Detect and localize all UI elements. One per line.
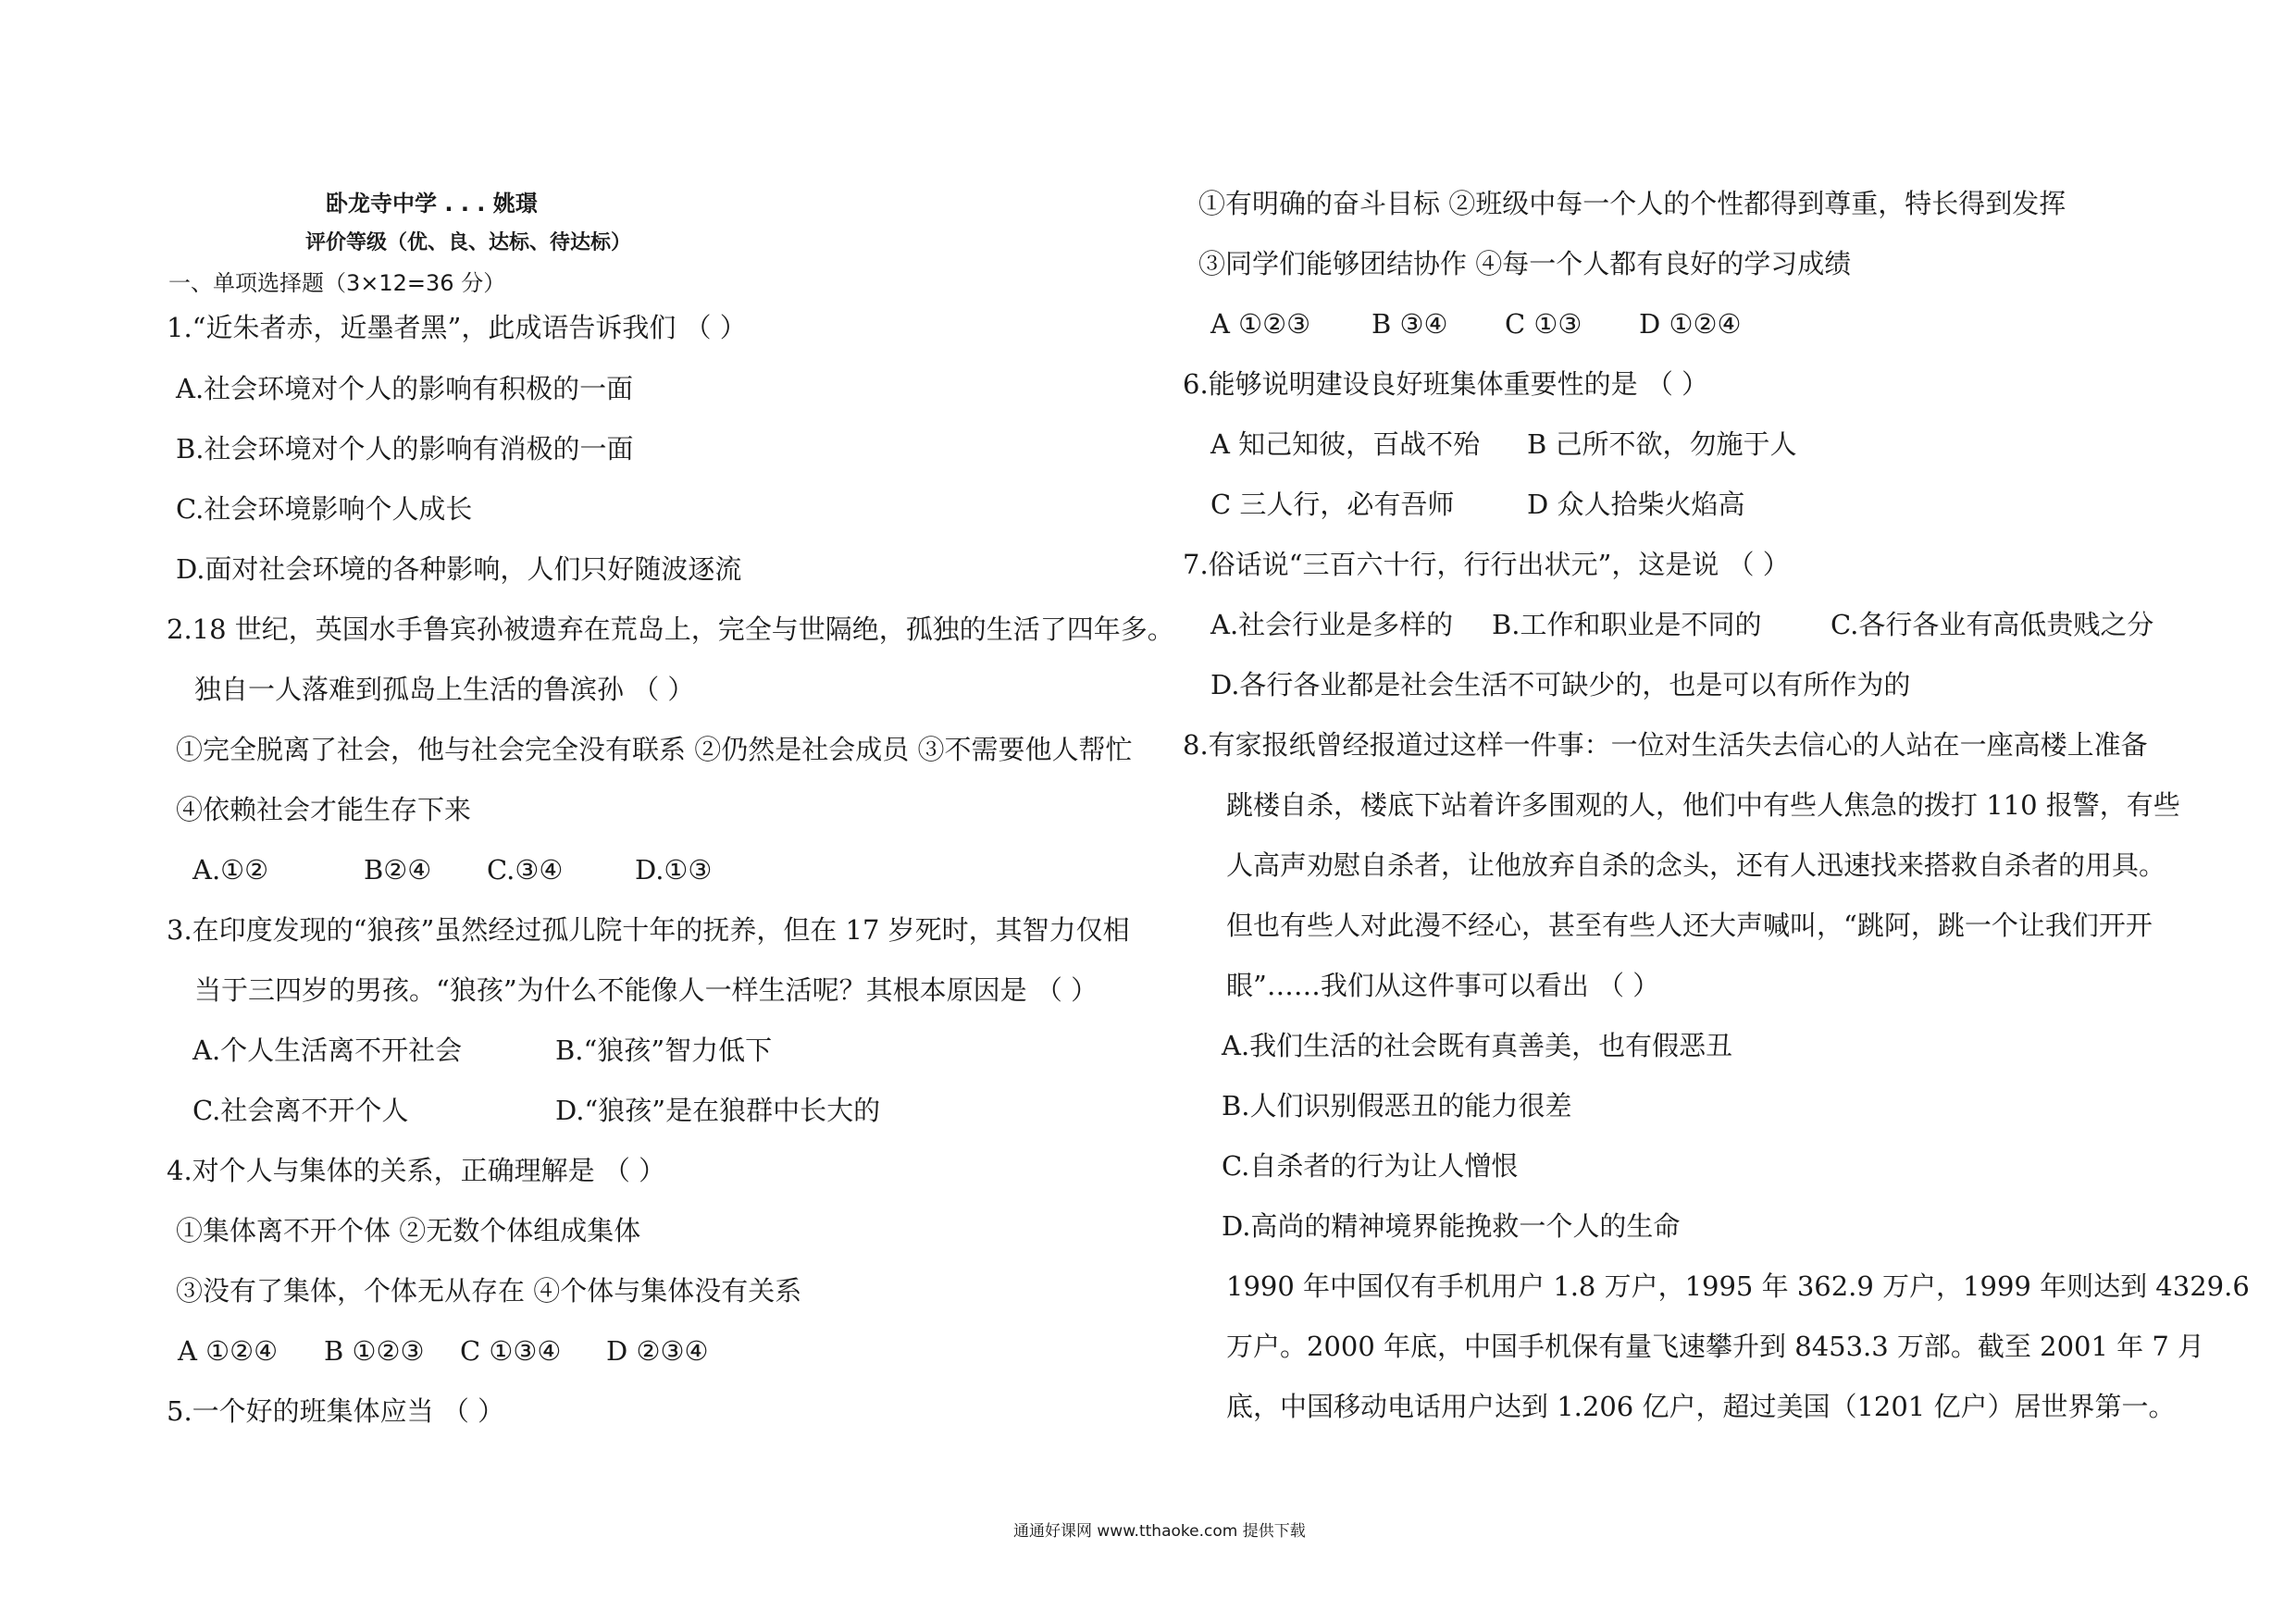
q8-stem-4: 但也有些人对此漫不经心，甚至有些人还大声喊叫，“跳阿，跳一个让我们开开 — [1226, 910, 2153, 941]
q5-statements-2: ③同学们能够团结协作 ④每一个人都有良好的学习成绩 — [1198, 248, 1852, 279]
q1-stem: 1.“近朱者赤，近墨者黑”，此成语告诉我们 （ ） — [167, 312, 747, 343]
q1-option-c: C.社会环境影响个人成长 — [176, 493, 473, 525]
q8-option-b: B.人们识别假恶丑的能力很差 — [1222, 1090, 1572, 1121]
q7-option-c: C.各行各业有高低贵贱之分 — [1831, 609, 2154, 640]
q8-option-a: A.我们生活的社会既有真善美，也有假恶丑 — [1222, 1030, 1733, 1061]
q4-stem: 4.对个人与集体的关系，正确理解是 （ ） — [167, 1155, 666, 1186]
q8-stem-1: 8.有家报纸曾经报道过这样一件事：一位对生活失去信心的人站在一座高楼上准备 — [1183, 729, 2148, 761]
q3-stem-2: 当于三四岁的男孩。“狼孩”为什么不能像人一样生活呢？其根本原因是 （ ） — [194, 974, 1098, 1006]
q3-option-c: C.社会离不开个人 — [192, 1095, 409, 1126]
q1-option-d: D.面对社会环境的各种影响，人们只好随波逐流 — [176, 553, 742, 585]
q5-statements-1: ①有明确的奋斗目标 ②班级中每一个人的个性都得到尊重，特长得到发挥 — [1198, 188, 2066, 219]
q1-option-b: B.社会环境对个人的影响有消极的一面 — [176, 433, 634, 465]
q1-option-a: A.社会环境对个人的影响有积极的一面 — [176, 373, 634, 404]
mobile-paragraph-3: 底，中国移动电话用户达到 1.206 亿户，超过美国（1201 亿户）居世界第一。 — [1226, 1391, 2176, 1422]
q4-statements-2: ③没有了集体，个体无从存在 ④个体与集体没有关系 — [176, 1275, 802, 1307]
q2-option-b: B②④ — [364, 854, 432, 886]
q7-option-b: B.工作和职业是不同的 — [1492, 609, 1762, 640]
q6-stem: 6.能够说明建设良好班集体重要性的是 （ ） — [1183, 368, 1709, 400]
q5-stem: 5.一个好的班集体应当 （ ） — [167, 1395, 505, 1427]
q6-option-b: B 己所不欲，勿施于人 — [1527, 428, 1797, 460]
q4-option-d: D ②③④ — [606, 1335, 709, 1367]
mobile-paragraph-1: 1990 年中国仅有手机用户 1.8 万户，1995 年 362.9 万户，1999 年则达到 4329.6 — [1226, 1270, 2250, 1302]
q3-stem-1: 3.在印度发现的“狼孩”虽然经过孤儿院十年的抚养，但在 17 岁死时，其智力仅相 — [167, 914, 1130, 946]
footer-source: 通通好课网 www.tthaoke.com 提供下载 — [1013, 1522, 1306, 1541]
q8-option-c: C.自杀者的行为让人憎恨 — [1222, 1150, 1519, 1182]
q8-option-d: D.高尚的精神境界能挽救一个人的生命 — [1222, 1210, 1681, 1242]
q7-option-d: D.各行各业都是社会生活不可缺少的，也是可以有所作为的 — [1210, 669, 1911, 700]
q5-option-a: A ①②③ — [1210, 308, 1311, 340]
q5-option-d: D ①②④ — [1639, 308, 1742, 340]
school-teacher-line: 卧龙寺中学 . . . 姚璟 — [326, 191, 538, 217]
mobile-paragraph-2: 万户。2000 年底，中国手机保有量飞速攀升到 8453.3 万部。截至 2001 年 7 月 — [1226, 1331, 2205, 1362]
grade-scale-line: 评价等级（优、良、达标、待达标） — [305, 231, 632, 254]
q2-statements-1: ①完全脱离了社会，他与社会完全没有联系 ②仍然是社会成员 ③不需要他人帮忙 — [176, 734, 1133, 765]
q3-option-d: D.“狼孩”是在狼群中长大的 — [555, 1095, 881, 1126]
q8-stem-5: 眼”……我们从这件事可以看出 （ ） — [1226, 970, 1660, 1001]
q8-stem-2: 跳楼自杀，楼底下站着许多围观的人，他们中有些人焦急的拨打 110 报警，有些 — [1226, 789, 2180, 821]
q4-option-b: B ①②③ — [324, 1335, 425, 1367]
q2-statements-2: ④依赖社会才能生存下来 — [176, 794, 472, 825]
q8-stem-3: 人高声劝慰自杀者，让他放弃自杀的念头，还有人迅速找来搭救自杀者的用具。 — [1226, 849, 2166, 881]
q3-option-a: A.个人生活离不开社会 — [192, 1035, 463, 1066]
q7-option-a: A.社会行业是多样的 — [1210, 609, 1454, 640]
q7-stem: 7.俗话说“三百六十行，行行出状元”，这是说 （ ） — [1183, 549, 1790, 580]
q2-option-c: C.③④ — [487, 854, 564, 886]
q2-option-d: D.①③ — [635, 854, 713, 886]
q2-stem-1: 2.18 世纪，英国水手鲁宾孙被遗弃在荒岛上，完全与世隔绝，孤独的生活了四年多。 — [167, 613, 1174, 645]
q5-option-c: C ①③ — [1505, 308, 1582, 340]
q4-option-a: A ①②④ — [178, 1335, 279, 1367]
q4-option-c: C ①③④ — [460, 1335, 562, 1367]
q6-option-c: C 三人行，必有吾师 — [1210, 489, 1455, 520]
q6-option-a: A 知己知彼，百战不殆 — [1210, 428, 1481, 460]
q6-option-d: D 众人拾柴火焰高 — [1527, 489, 1745, 520]
q4-statements-1: ①集体离不开个体 ②无数个体组成集体 — [176, 1215, 641, 1246]
q2-option-a: A.①② — [192, 854, 269, 886]
q5-option-b: B ③④ — [1371, 308, 1448, 340]
section-title: 一、单项选择题（3×12=36 分） — [168, 270, 506, 296]
q3-option-b: B.“狼孩”智力低下 — [555, 1035, 773, 1066]
q2-stem-2: 独自一人落难到孤岛上生活的鲁滨孙 （ ） — [194, 674, 695, 705]
